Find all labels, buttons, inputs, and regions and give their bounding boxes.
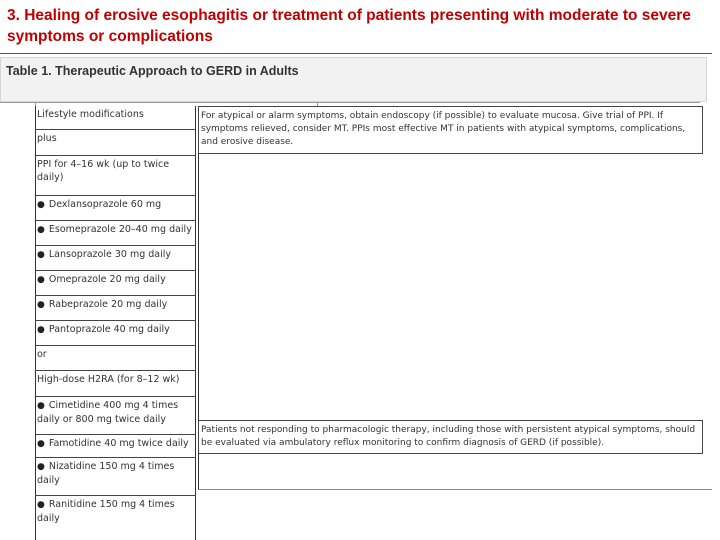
bullet-icon: ● <box>37 275 45 285</box>
bullet-icon: ● <box>37 325 45 335</box>
regimen-text: plus <box>37 133 57 144</box>
regimen-text: Rabeprazole 20 mg daily <box>48 299 168 310</box>
table-header-band <box>0 57 707 102</box>
regimen-row <box>35 321 196 346</box>
regimen-text: Cimetidine 400 mg 4 times daily or 800 mg twice daily <box>37 400 179 425</box>
regimen-row <box>35 371 196 397</box>
bullet-icon: ● <box>37 500 45 510</box>
regimen-text: Nizatidine 150 mg 4 times daily <box>37 461 175 486</box>
regimen-text: Esomeprazole 20–40 mg daily <box>48 224 192 235</box>
regimen-text: High-dose H2RA (for 8–12 wk) <box>37 374 180 385</box>
regimen-text: PPI for 4–16 wk (up to twice daily) <box>37 159 170 183</box>
regimen-row <box>35 271 196 296</box>
regimen-text: Famotidine 40 mg twice daily <box>48 438 189 449</box>
bullet-icon: ● <box>37 300 45 310</box>
regimen-row <box>35 196 196 221</box>
regimen-text: Dexlansoprazole 60 mg <box>48 199 162 210</box>
regimen-row <box>35 156 196 196</box>
regimen-text: Lansoprazole 30 mg daily <box>48 249 172 260</box>
table-caption: Table 1. Therapeutic Approach to GERD in Adults <box>6 64 299 78</box>
bullet-icon: ● <box>37 439 45 449</box>
regimen-row <box>35 397 196 435</box>
bullet-icon: ● <box>37 462 45 472</box>
regimen-row <box>35 221 196 246</box>
regimen-row <box>35 458 196 496</box>
table-bottom-rule <box>198 489 712 490</box>
regimen-row <box>35 496 196 530</box>
bullet-icon: ● <box>37 225 45 235</box>
regimen-row <box>35 246 196 271</box>
regimen-row <box>35 435 196 458</box>
regimen-row <box>35 130 196 156</box>
regimen-text: or <box>37 349 47 360</box>
regimen-row <box>35 106 196 130</box>
title-divider <box>0 53 712 54</box>
regimen-row <box>35 346 196 371</box>
regimen-text: Omeprazole 20 mg daily <box>48 274 166 285</box>
regimen-row <box>35 296 196 321</box>
regimen-text: Lifestyle modifications <box>37 109 144 120</box>
bullet-icon: ● <box>37 200 45 210</box>
header-band-divider <box>0 102 700 103</box>
bullet-icon: ● <box>37 401 45 411</box>
regimen-list <box>35 106 196 530</box>
regimen-text: Ranitidine 150 mg 4 times daily <box>37 499 175 524</box>
bullet-icon: ● <box>37 250 45 260</box>
notes-cell-bottom: Patients not responding to pharmacologic therapy, including those with persistent atypical symptoms, should be evaluated via ambulatory reflux monitoring to confirm diagnosis of GERD (if possible). <box>198 420 703 454</box>
regimen-text: Pantoprazole 40 mg daily <box>48 324 170 335</box>
notes-cell-top: For atypical or alarm symptoms, obtain endoscopy (if possible) to evaluate mucosa. Give trial of PPI. If symptoms relieved, consider MT. PPIs most effective MT in patients with atypical symptoms, complications, and erosive disease. <box>198 106 703 154</box>
slide-title: 3. Healing of erosive esophagitis or treatment of patients presenting with moderate to severe symptoms or complications <box>7 7 691 45</box>
